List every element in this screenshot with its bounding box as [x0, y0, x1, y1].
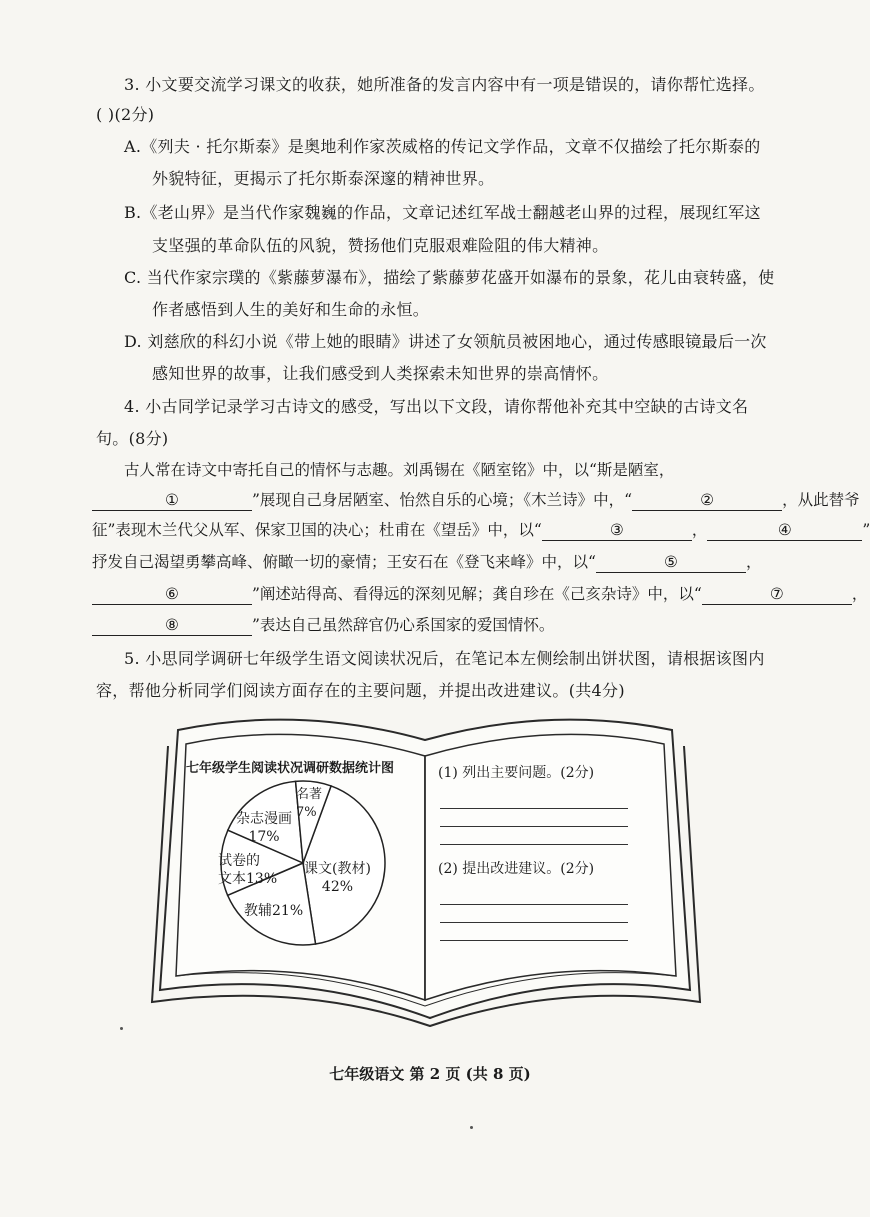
q4-passage-line4: 抒发自己渴望勇攀高峰、俯瞰一切的豪情；王安石在《登飞来峰》中，以“ ⑤ ， [92, 553, 762, 571]
blank-8[interactable]: ⑧ [92, 615, 252, 636]
q4-stem-line1: 4. 小古同学记录学习古诗文的感受，写出以下文段，请你帮他补充其中空缺的古诗文名 [124, 397, 749, 416]
q3-stem: 3. 小文要交流学习课文的收获，她所准备的发言内容中有一项是错误的，请你帮忙选择。 [124, 75, 765, 94]
q3-option-b-line1: B.《老山界》是当代作家魏巍的作品，文章记述红军战士翻越老山界的过程，展现红军这 [124, 203, 761, 222]
answer-line[interactable] [440, 940, 628, 941]
q4-passage-line6: ⑧ ”表达自己虽然辞官仍心系国家的爱国情怀。 [92, 614, 554, 636]
q3-option-c-line1: C. 当代作家宗璞的《紫藤萝瀑布》，描绘了紫藤萝花盛开如瀑布的景象，花儿由衰转盛，使 [124, 268, 775, 287]
q5-stem-line2: 容，帮他分析同学们阅读方面存在的主要问题，并提出改进建议。(共4分) [96, 681, 625, 700]
blank-5[interactable]: ⑤ [596, 552, 746, 573]
q3-option-a-line1: A.《列夫 · 托尔斯泰》是奥地利作家茨威格的传记文学作品，文章不仅描绘了托尔斯泰的 [124, 137, 761, 156]
blank-3[interactable]: ③ [542, 520, 692, 541]
q3-option-d-line1: D. 刘慈欣的科幻小说《带上她的眼睛》讲述了女领航员被困地心，通过传感眼镜最后一次 [124, 332, 767, 351]
answer-line[interactable] [440, 844, 628, 845]
answer-line[interactable] [440, 904, 628, 905]
blank-2[interactable]: ② [632, 490, 782, 511]
slice-label-zazhi: 杂志漫画 17% [236, 811, 292, 845]
answer-line[interactable] [440, 922, 628, 923]
q3-option-d-line2: 感知世界的故事，让我们感受到人类探索未知世界的崇高情怀。 [152, 364, 609, 383]
slice-label-shijuan: 试卷的 文本13% [218, 853, 278, 887]
q4-passage-line2: ① ”展现自己身居陋室、怡然自乐的心境；《木兰诗》中，“ ② ，从此替爷 [92, 489, 860, 511]
q4-stem-line2: 句。(8分) [96, 429, 169, 448]
answer-line[interactable] [440, 826, 628, 827]
q3-option-a-line2: 外貌特征，更揭示了托尔斯泰深邃的精神世界。 [152, 169, 495, 188]
scan-speck [470, 1126, 473, 1129]
q4-passage-line5: ⑥ ”阐述站得高、看得远的深刻见解；龚自珍在《己亥杂诗》中，以“ ⑦ ， [92, 583, 867, 605]
answer-line[interactable] [440, 808, 628, 809]
q4-passage-line1: 古人常在诗文中寄托自己的情怀与志趣。刘禹锡在《陋室铭》中，以“斯是陋室， [124, 461, 675, 479]
page-footer: 七年级语文 第 2 页 (共 8 页) [329, 1065, 531, 1083]
blank-4[interactable]: ④ [707, 520, 862, 541]
blank-1[interactable]: ① [92, 490, 252, 511]
q4-passage-line3: 征”表现木兰代父从军、保家卫国的决心；杜甫在《望岳》中，以“ ③ ， ④ ” [92, 521, 870, 539]
q5-sub2: (2) 提出改进建议。(2分) [438, 861, 595, 877]
blank-6[interactable]: ⑥ [92, 584, 252, 605]
blank-7[interactable]: ⑦ [702, 584, 852, 605]
open-book-illustration [0, 700, 860, 1040]
q5-sub1: (1) 列出主要问题。(2分) [438, 765, 595, 781]
q3-option-b-line2: 支坚强的革命队伍的风貌，赞扬他们克服艰难险阻的伟大精神。 [152, 236, 609, 255]
scan-speck [120, 1027, 123, 1030]
q5-stem-line1: 5. 小思同学调研七年级学生语文阅读状况后，在笔记本左侧绘制出饼状图，请根据该图内 [124, 649, 765, 668]
q3-answer-blank: ( )(2分) [96, 105, 155, 124]
slice-label-jiaofu: 教辅21% [244, 903, 304, 919]
q3-option-c-line2: 作者感悟到人生的美好和生命的永恒。 [152, 300, 430, 319]
slice-label-kewen: 课文(教材) 42% [304, 861, 371, 895]
chart-title: 七年级学生阅读状况调研数据统计图 [186, 761, 395, 776]
slice-label-mingzhu: 名著 7% [296, 787, 323, 820]
